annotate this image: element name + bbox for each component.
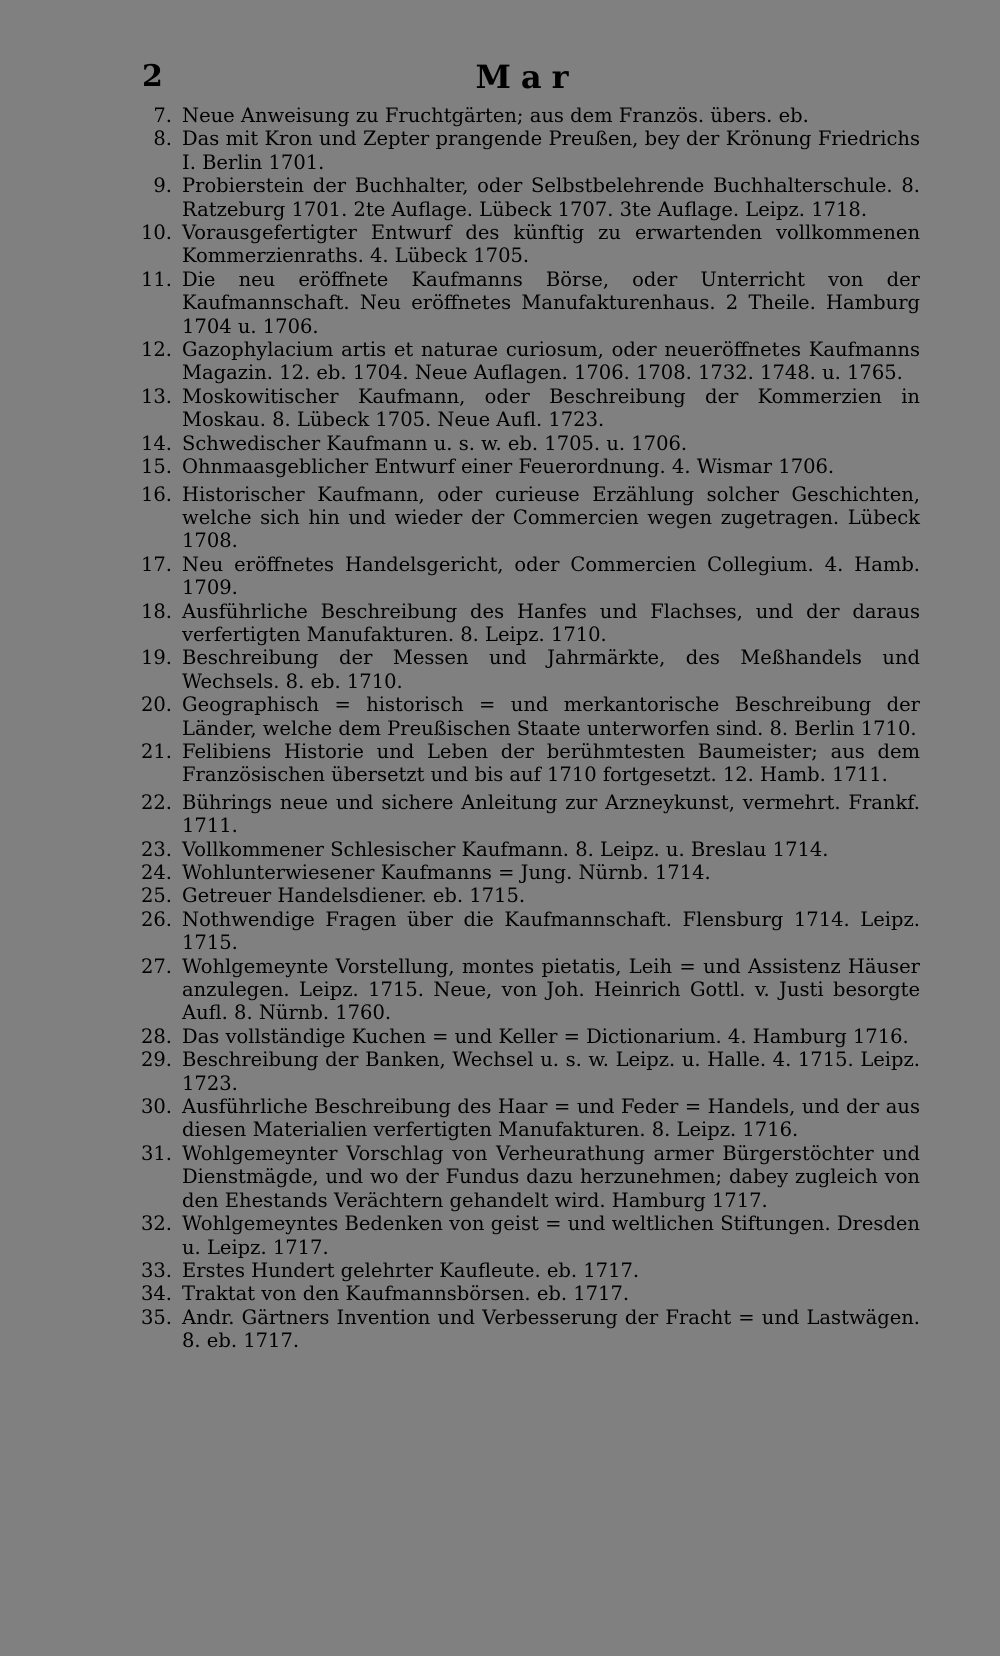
entry-number: 35. <box>140 1305 172 1329</box>
bibliography-entry <box>130 104 920 127</box>
entry-text: Neu eröffnetes Handelsgericht, oder Commercien Collegium. 4. Hamb. 1709. <box>182 552 920 600</box>
entry-text: Geographisch = historisch = und merkantorische Beschreibung der Länder, welche dem Preußischen Staate unterworfen sind. 8. Berlin 1710. <box>182 693 920 740</box>
entry-number: 34. <box>140 1282 172 1306</box>
bibliography-entry <box>130 174 920 221</box>
entry-number: 21. <box>140 739 172 763</box>
entry-text: Gazophylacium artis et naturae curiosum, oder neueröffnetes Kaufmanns Magazin. 12. eb. 1704. Neue Auflagen. 1706. 1708. 1732. 1748. u. 1765. <box>182 338 920 385</box>
bibliography-entry <box>130 1306 920 1353</box>
entry-number: 33. <box>140 1258 172 1282</box>
entry-text: Bührings neue und sichere Anleitung zur Arzneykunst, vermehrt. Frankf. 1711. <box>182 790 920 838</box>
bibliography-entry <box>130 861 920 884</box>
entry-text: Ausführliche Beschreibung des Hanfes und Flachses, und der daraus verfertigten Manufakturen. 8. Leipz. 1710. <box>182 599 920 646</box>
entry-text: Beschreibung der Banken, Wechsel u. s. w. Leipz. u. Halle. 4. 1715. Leipz. 1723. <box>182 1048 920 1095</box>
page-number: 2 <box>142 59 163 94</box>
entry-number: 29. <box>140 1048 172 1072</box>
entry-number: 13. <box>140 384 172 408</box>
bibliography-entry <box>130 1212 920 1259</box>
bibliography-entry <box>130 127 920 174</box>
entry-number: 26. <box>140 907 172 931</box>
entry-number: 25. <box>140 884 172 908</box>
entry-number: 27. <box>140 954 172 978</box>
bibliography-entry <box>130 740 920 787</box>
bibliography-entry <box>130 268 920 338</box>
entry-number: 18. <box>140 599 172 623</box>
bibliography-entry <box>130 908 920 955</box>
entry-number: 11. <box>140 267 172 291</box>
entry-text: Ohnmaasgeblicher Entwurf einer Feuerordnung. 4. Wismar 1706. <box>182 455 835 479</box>
bibliography-entry <box>130 553 920 600</box>
entry-number: 22. <box>140 790 172 814</box>
bibliography-entry <box>130 432 920 455</box>
bibliography-list <box>130 104 920 1353</box>
entry-number: 20. <box>140 693 172 717</box>
bibliography-entry <box>130 385 920 432</box>
entry-text: Neue Anweisung zu Fruchtgärten; aus dem Französ. übers. eb. <box>182 104 809 127</box>
running-head: Mar <box>475 58 579 96</box>
entry-text: Probierstein der Buchhalter, oder Selbstbelehrende Buchhalterschule. 8. Ratzeburg 1701. 2te Auflage. Lübeck 1707. 3te Auflage. Leipz. 1718. <box>182 174 920 221</box>
entry-text: Wohlgemeyntes Bedenken von geist = und weltlichen Stiftungen. Dresden u. Leipz. 1717. <box>182 1212 920 1259</box>
entry-number: 24. <box>140 861 172 884</box>
entry-number: 9. <box>153 174 172 198</box>
entry-text: Historischer Kaufmann, oder curieuse Erzählung solcher Geschichten, welche sich hin und wieder der Commercien wegen zugetragen. Lübeck 1708. <box>182 482 920 553</box>
bibliography-entry <box>130 1025 920 1048</box>
entry-text: Die neu eröffnete Kaufmanns Börse, oder Unterricht von der Kaufmannschaft. Neu eröffnetes Manufakturenhaus. 2 Theile. Hamburg 1704 u. 1706. <box>182 267 920 338</box>
entry-text: Wohlgemeynter Vorschlag von Verheurathung armer Bürgerstöchter und Dienstmägde, und wo der Fundus dazu herzunehmen; dabey zugleich von den Ehestands Verächtern gehandelt wird. Hamburg 1717. <box>182 1141 920 1212</box>
entry-number: 17. <box>140 552 172 576</box>
entry-number: 19. <box>140 646 172 670</box>
entry-text: Ausführliche Beschreibung des Haar = und Feder = Handels, und der aus diesen Materialien verfertigten Manufakturen. 8. Leipz. 1716. <box>182 1095 920 1142</box>
entry-number: 16. <box>140 482 172 506</box>
entry-text: Moskowitischer Kaufmann, oder Beschreibung der Kommerzien in Moskau. 8. Lübeck 1705. Neue Aufl. 1723. <box>182 384 920 432</box>
entry-number: 12. <box>140 338 172 362</box>
entry-text: Schwedischer Kaufmann u. s. w. eb. 1705. u. 1706. <box>182 431 688 455</box>
bibliography-entry <box>130 838 920 861</box>
entry-number: 15. <box>140 455 172 479</box>
entry-number: 31. <box>140 1141 172 1165</box>
entry-number: 7. <box>153 104 172 127</box>
entry-number: 23. <box>140 837 172 861</box>
entry-text: Getreuer Handelsdiener. eb. 1715. <box>182 884 526 908</box>
bibliography-entry <box>130 646 920 693</box>
bibliography-entry <box>130 600 920 647</box>
bibliography-entry <box>130 221 920 268</box>
bibliography-entry <box>130 455 920 478</box>
bibliography-entry <box>130 1282 920 1305</box>
entry-number: 32. <box>140 1212 172 1236</box>
bibliography-entry <box>130 955 920 1025</box>
bibliography-entry <box>130 1048 920 1095</box>
bibliography-entry <box>130 1095 920 1142</box>
entry-text: Wohlunterwiesener Kaufmanns = Jung. Nürnb. 1714. <box>182 861 711 884</box>
entry-text: Erstes Hundert gelehrter Kaufleute. eb. 1717. <box>182 1258 640 1282</box>
entry-number: 30. <box>140 1095 172 1119</box>
entry-text: Beschreibung der Messen und Jahrmärkte, des Meßhandels und Wechsels. 8. eb. 1710. <box>182 646 920 693</box>
bibliography-entry <box>130 483 920 553</box>
page-header <box>142 55 912 99</box>
entry-text: Vorausgefertigter Entwurf des künftig zu erwartenden vollkommenen Kommerzienraths. 4. Lübeck 1705. <box>182 221 920 268</box>
entry-number: 14. <box>140 431 172 455</box>
entry-text: Vollkommener Schlesischer Kaufmann. 8. Leipz. u. Breslau 1714. <box>182 837 829 861</box>
bibliography-entry <box>130 1259 920 1282</box>
bibliography-entry <box>130 1142 920 1212</box>
entry-text: Felibiens Historie und Leben der berühmtesten Baumeister; aus dem Französischen übersetzt und bis auf 1710 fortgesetzt. 12. Hamb. 1711. <box>182 739 920 787</box>
entry-text: Nothwendige Fragen über die Kaufmannschaft. Flensburg 1714. Leipz. 1715. <box>182 907 920 955</box>
entry-text: Andr. Gärtners Invention und Verbesserung der Fracht = und Lastwägen. 8. eb. 1717. <box>182 1305 920 1353</box>
entry-text: Wohlgemeynte Vorstellung, montes pietatis, Leih = und Assistenz Häuser anzulegen. Leipz. 1715. Neue, von Joh. Heinrich Gottl. v. Justi besorgte Aufl. 8. Nürnb. 1760. <box>182 954 920 1025</box>
bibliography-entry <box>130 338 920 385</box>
entry-text: Das mit Kron und Zepter prangende Preußen, bey der Krönung Friedrichs I. Berlin 1701. <box>182 127 920 174</box>
entry-text: Traktat von den Kaufmannsbörsen. eb. 1717. <box>182 1282 630 1306</box>
entry-number: 8. <box>153 127 172 151</box>
bibliography-entry <box>130 791 920 838</box>
bibliography-entry <box>130 884 920 907</box>
bibliography-entry <box>130 693 920 740</box>
entry-text: Das vollständige Kuchen = und Keller = Dictionarium. 4. Hamburg 1716. <box>182 1024 909 1048</box>
entry-number: 10. <box>140 221 172 245</box>
entry-number: 28. <box>140 1024 172 1048</box>
